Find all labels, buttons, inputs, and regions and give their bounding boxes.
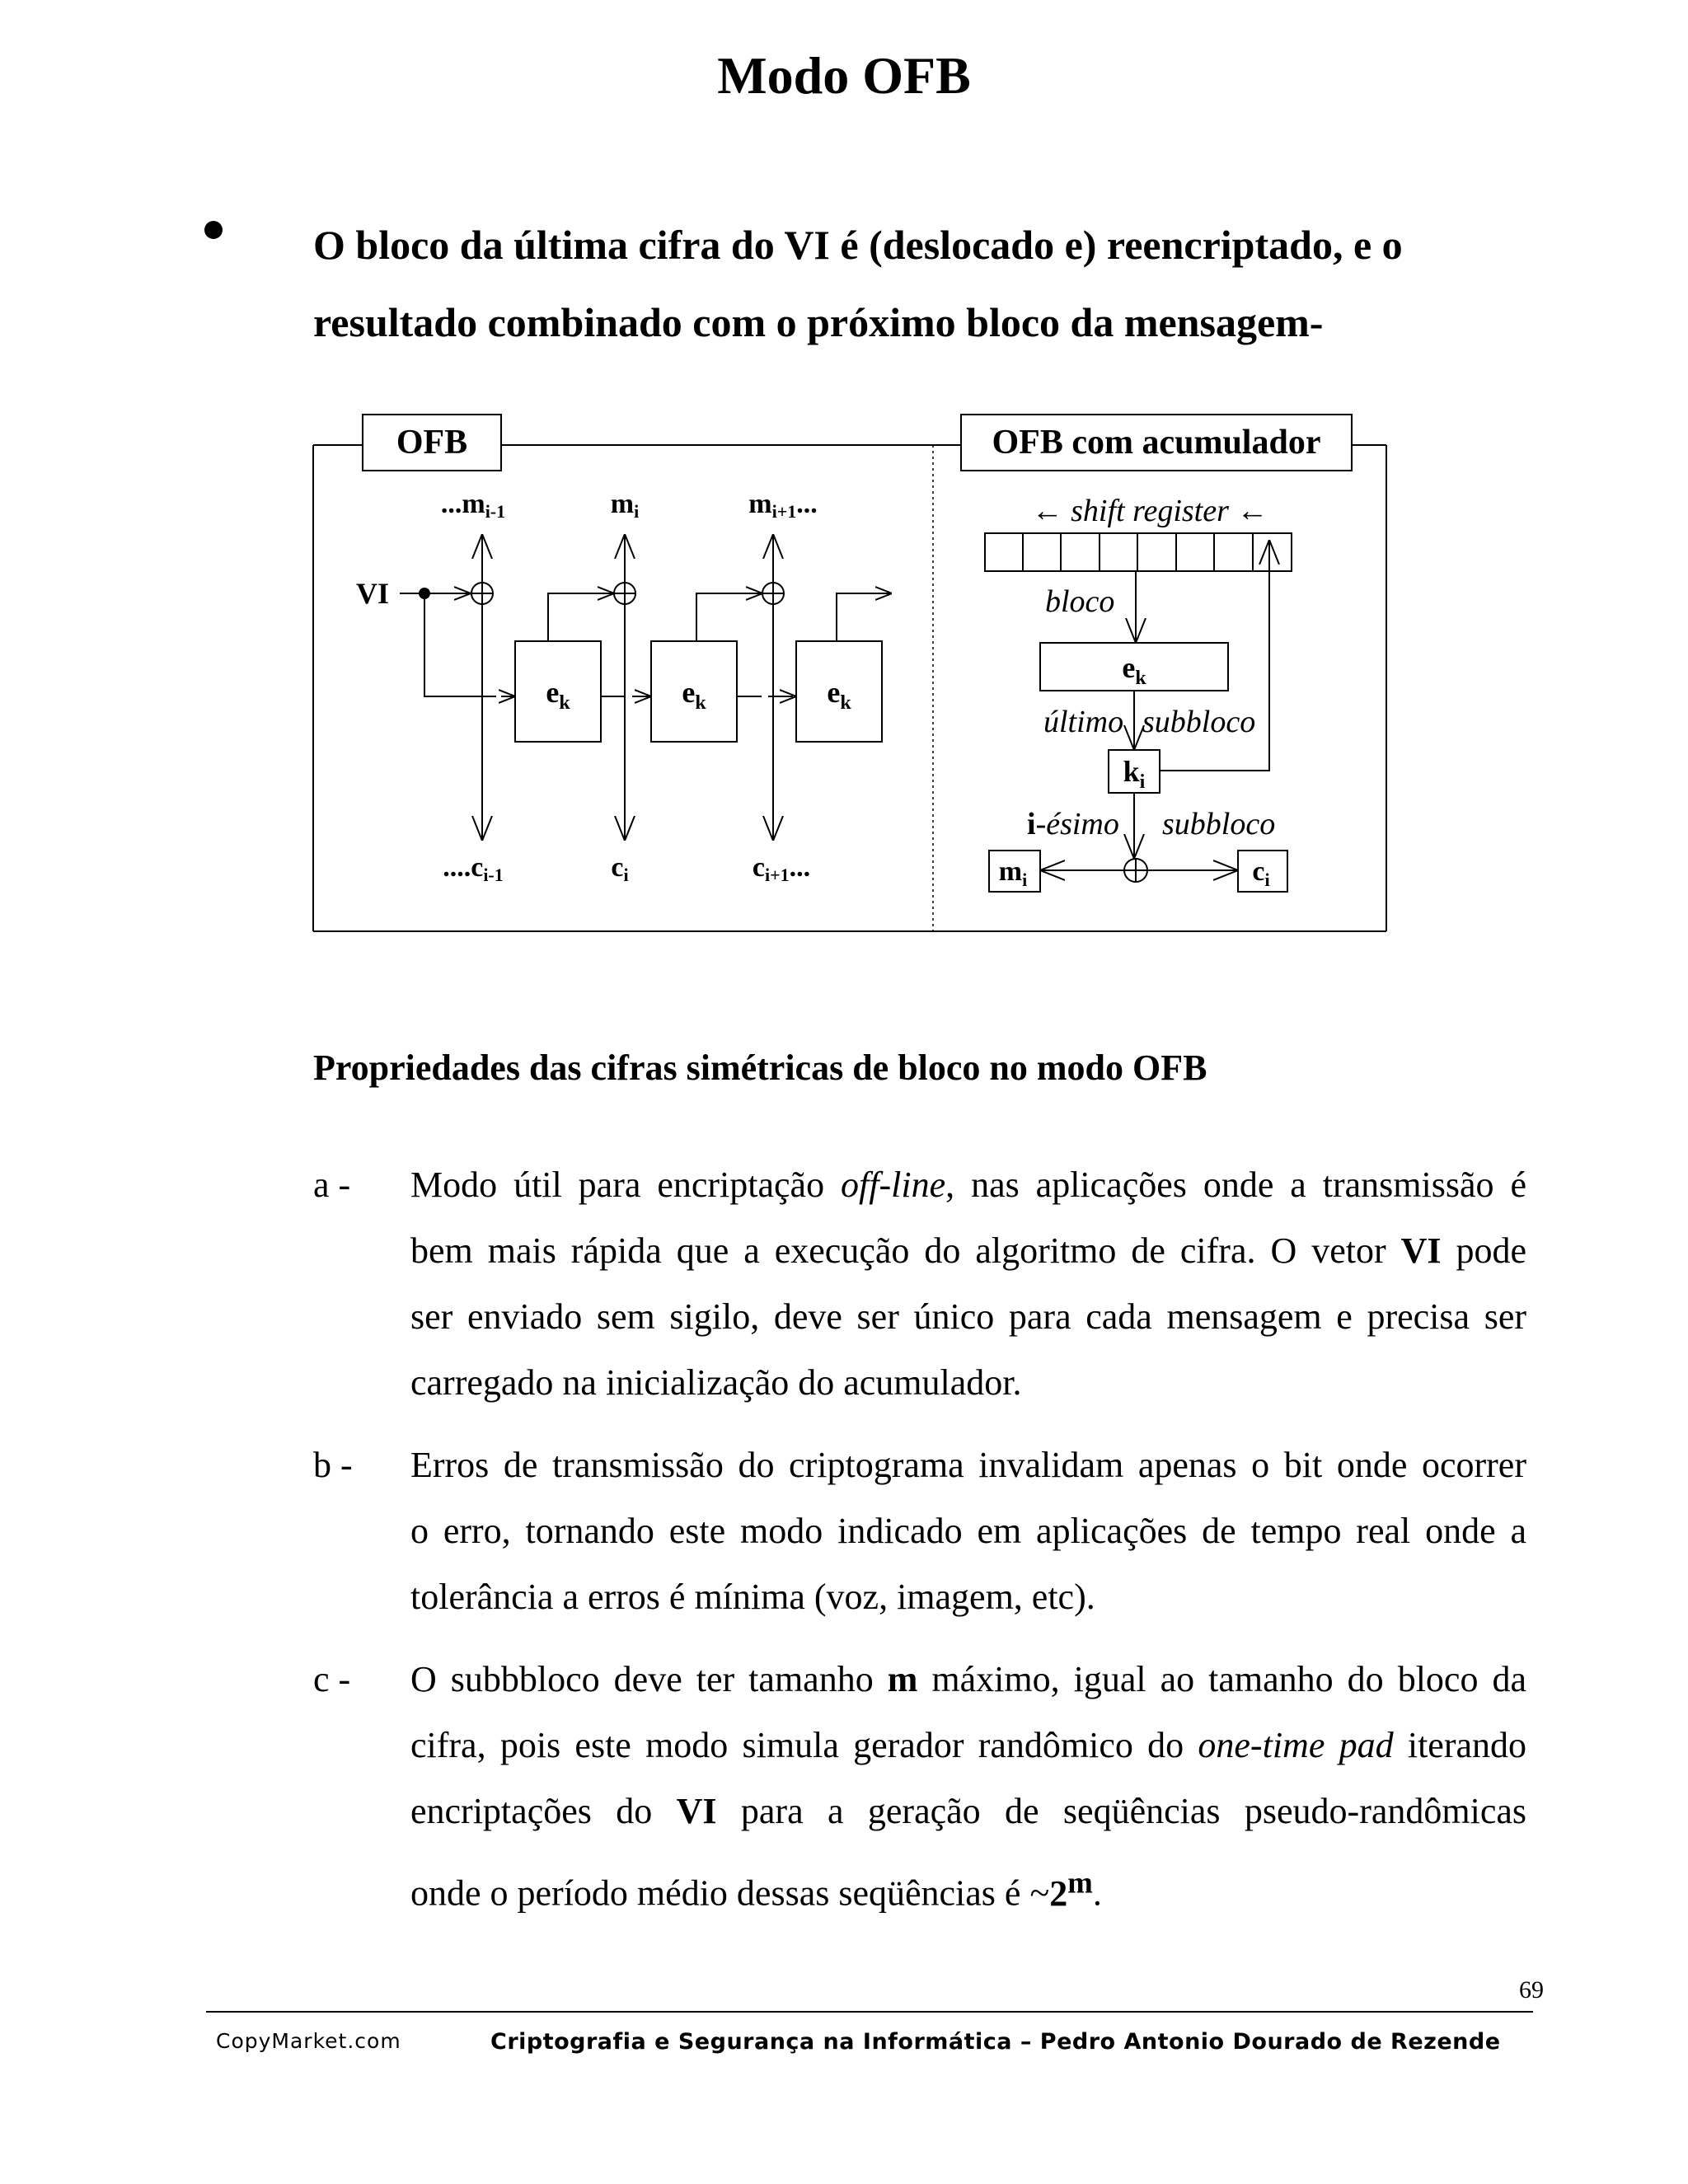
m-label-prev: ...mi-1 [440,489,506,522]
item-line: O subbbloco deve ter tamanho m máximo, igual ao tamanho do bloco da [410,1659,1526,1699]
m-label-cur: mi [610,489,640,522]
shift-register-label: ← shift register ← [1031,494,1268,528]
section-title: Propriedades das cifras simétricas de bloco no modo OFB [313,1047,1207,1088]
c-label-next: ci+1... [752,852,811,885]
item-line: bem mais rápida que a execução do algoritmo de cifra. O vetor VI pode [410,1230,1527,1271]
c-label-cur: ci [611,852,629,885]
item-line: onde o período médio dessas seqüências é ~2$^m$. [410,1865,1102,1914]
ci-box-label: $c_i$ [1252,856,1270,890]
item-label: a - [313,1165,351,1205]
bullet-line-2: resultado combinado com o próximo bloco da mensagem- [313,299,1324,345]
page-number: 69 [1519,1976,1544,2004]
ofb-acc-title: OFB com acumulador [992,424,1321,462]
item-line: ser enviado sem sigilo, deve ser único para cada mensagem e precisa ser [410,1296,1526,1337]
item-line: o erro, tornando este modo indicado em aplicações de tempo real onde a [410,1511,1526,1551]
item-text [410,1647,1526,1932]
xor-2 [614,583,635,604]
xor-acc [1124,859,1147,882]
ek-label-1: $e_k$ [546,676,570,714]
shift-register [985,533,1292,571]
item-line: encriptações do VI para a geração de seqüências pseudo-randômicas [410,1791,1527,1831]
vi-label: VI [356,577,390,610]
xor-1 [471,583,493,604]
bloco-label: bloco [1045,584,1115,619]
item-label: c - [313,1659,351,1699]
item-line: cifra, pois este modo simula gerador randômico do one-time pad iterando [410,1725,1527,1765]
mi-box-label: $m_i$ [998,856,1028,890]
ek-label-acc: $e_k$ [1122,651,1146,689]
item-line: Erros de transmissão do criptograma invalidam apenas o bit onde ocorrer [410,1445,1526,1485]
item-line: Modo útil para encriptação off-line, nas aplicações onde a transmissão é [410,1165,1526,1205]
ultimo-label: último [1043,705,1124,739]
ofb-title: OFB [396,424,468,462]
item-label: b - [313,1445,353,1485]
item-line: carregado na inicialização do acumulador. [410,1362,1022,1403]
item-line: tolerância a erros é mínima (voz, imagem, etc). [410,1577,1095,1617]
ek-label-3: $e_k$ [827,676,851,714]
bullet-line-1: O bloco da última cifra do VI é (deslocado e) reencriptado, e o [313,222,1403,268]
m-label-next: mi+1... [748,489,818,522]
ek-label-2: $e_k$ [682,676,706,714]
iesimo-label: i-ésimo [1027,807,1119,841]
page-title: Modo OFB [717,46,971,105]
subbloco-label: subbloco [1142,705,1256,739]
ki-label: $k_i$ [1123,755,1146,793]
footer-site: CopyMarket.com [216,2029,401,2053]
subbloco2-label: subbloco [1162,807,1276,841]
item-text [410,1432,1526,1630]
footer-divider [206,2011,1533,2013]
footer-book-title: Criptografia e Segurança na Informática – Pedro Antonio Dourado de Rezende [490,2029,1501,2055]
c-label-prev: ....ci-1 [443,852,504,885]
ofb-diagram [0,0,1688,956]
item-text [410,1152,1526,1416]
xor-3 [762,583,784,604]
